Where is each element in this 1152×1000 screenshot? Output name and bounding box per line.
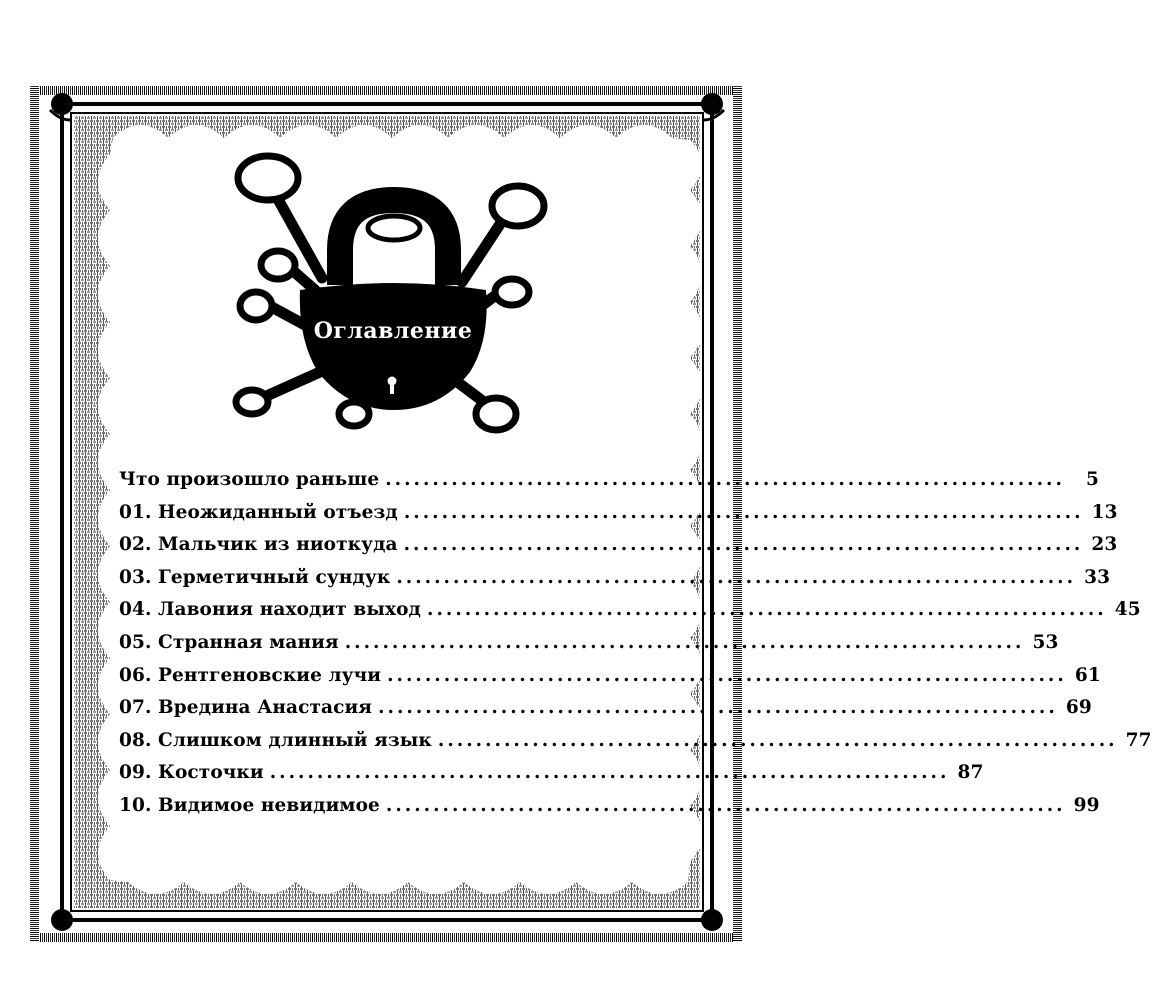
dot-leader: ........................................................................ (385, 469, 1065, 490)
toc-entry-title: 02. Мальчик из ниоткуда (119, 534, 398, 556)
toc-entry[interactable] (119, 469, 1099, 502)
toc-entry[interactable] (119, 697, 1092, 730)
dot-leader: ........................................................................ (385, 794, 1066, 816)
toc-entry-page: 33 (1084, 566, 1111, 588)
dot-leader: ........................................................................ (437, 729, 1118, 751)
toc-entry-page: 13 (1091, 501, 1118, 523)
toc-entry-title: Что произошло раньше (119, 469, 380, 490)
toc-entry[interactable] (119, 501, 1118, 535)
toc-entry-page: 45 (1114, 599, 1141, 621)
toc-entry-title: 09. Косточки (119, 762, 264, 784)
toc-entry[interactable] (119, 599, 1141, 632)
toc-entry-page: 77 (1125, 729, 1152, 751)
toc-entry[interactable] (119, 729, 1152, 763)
toc-entry-page: 53 (1032, 631, 1059, 653)
toc-entry-title: 05. Странная мания (119, 631, 339, 653)
toc-entry-title: 07. Вредина Анастасия (119, 697, 373, 719)
dot-leader: ........................................................................ (403, 501, 1084, 523)
toc-entry-title: 03. Герметичный сундук (119, 566, 391, 588)
toc-entry-page: 69 (1065, 697, 1092, 719)
dot-leader: ........................................................................ (378, 697, 1058, 719)
toc-entry-title: 04. Лавония находит выход (119, 599, 421, 621)
dot-leader: ........................................................................ (403, 534, 1084, 556)
toc-entry[interactable] (119, 664, 1101, 698)
toc-entry[interactable] (119, 534, 1118, 567)
toc-entry-page: 99 (1073, 794, 1100, 816)
dot-leader: ........................................................................ (396, 566, 1077, 588)
toc-entry[interactable] (119, 762, 984, 795)
dot-leader: ........................................................................ (427, 599, 1107, 621)
toc-entry-title: 08. Слишком длинный язык (119, 729, 432, 751)
toc-entry-title: 06. Рентгеновские лучи (119, 664, 382, 686)
toc-entry[interactable] (119, 566, 1111, 600)
toc-entry-page: 61 (1074, 664, 1101, 686)
toc-entry[interactable] (119, 794, 1100, 828)
toc-entry[interactable] (119, 631, 1059, 665)
page-title: Оглавление (313, 318, 473, 344)
table-of-contents (119, 469, 1152, 828)
toc-entry-title: 10. Видимое невидимое (119, 794, 380, 816)
toc-entry-page: 87 (957, 762, 984, 784)
dot-leader: ........................................................................ (387, 664, 1067, 686)
toc-entry-title: 01. Неожиданный отъезд (119, 501, 398, 523)
dot-leader: ........................................................................ (269, 762, 950, 784)
toc-entry-page: 5 (1085, 469, 1099, 490)
toc-entry-page: 23 (1091, 534, 1118, 556)
dot-leader: ........................................................................ (344, 631, 1025, 653)
